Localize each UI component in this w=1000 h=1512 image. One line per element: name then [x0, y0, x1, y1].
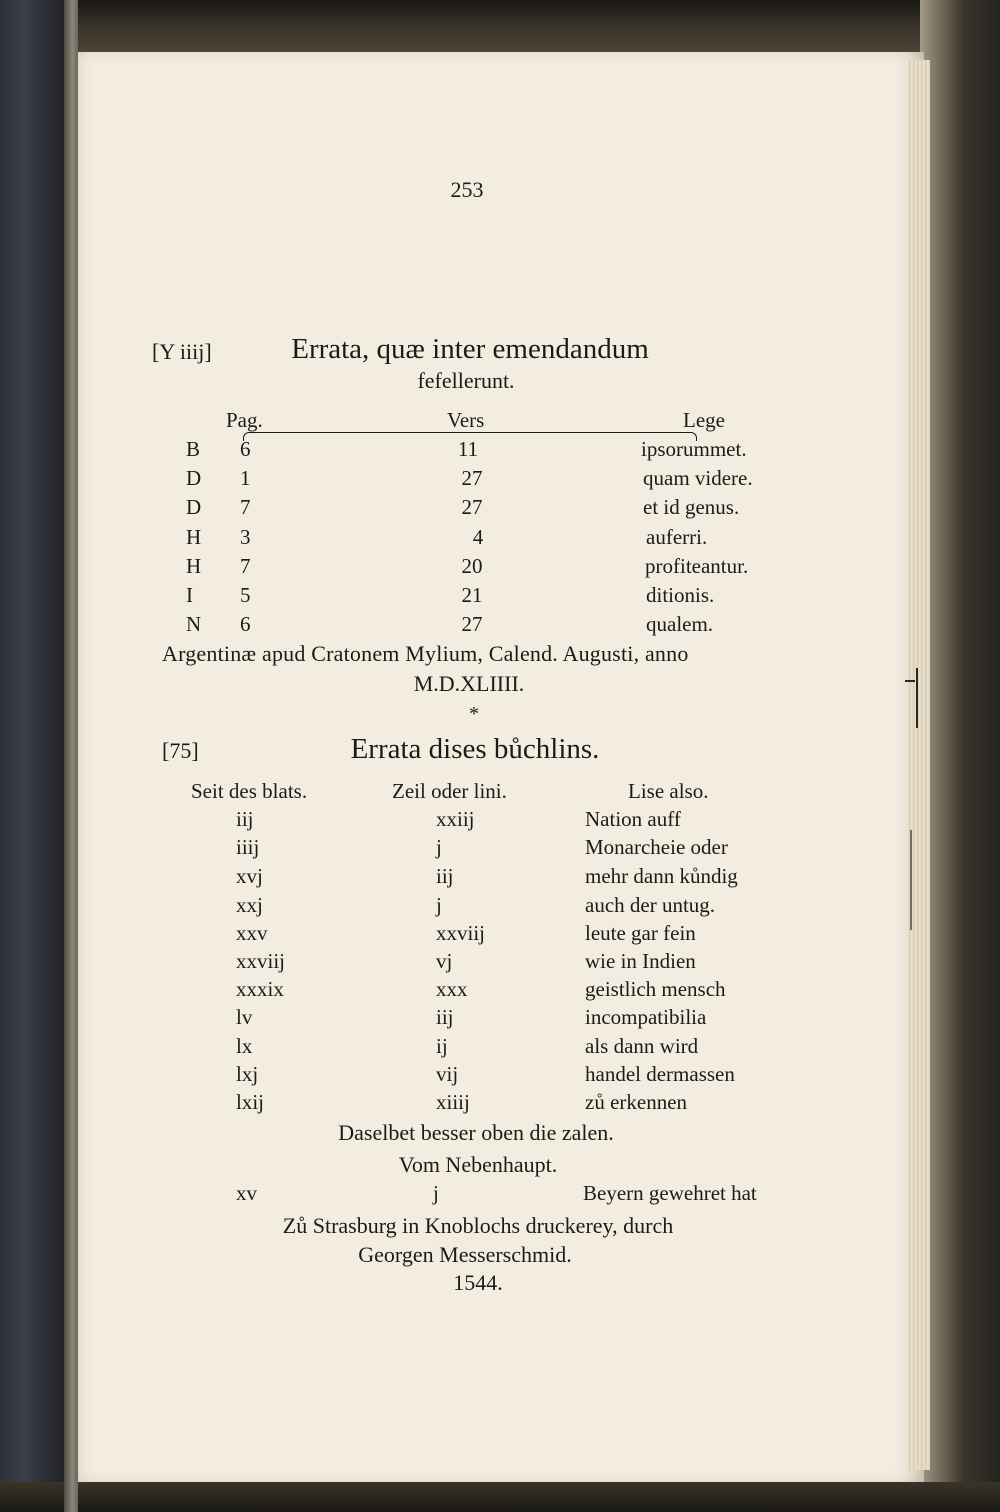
table-row-lise: incompatibilia [585, 1005, 707, 1029]
section-divider-asterisk: * [469, 703, 479, 725]
book-cover-bottom [0, 1482, 1000, 1512]
table-row-sig: D [186, 466, 202, 490]
section1-imprint-line2: M.D.XLIIII. [413, 671, 525, 696]
table-row-pag: 1 [240, 466, 251, 490]
table-row-vers: 21 [461, 583, 483, 607]
table-row-seit: iij [236, 807, 254, 831]
page-edges [908, 60, 930, 1470]
table-row-zeil: xiiij [436, 1090, 470, 1114]
table-row-lege: qualem. [646, 612, 714, 636]
book-cover-top [0, 0, 1000, 60]
section2-header-seit: Seit des blats. [191, 779, 308, 803]
colophon-year: 1544. [453, 1270, 503, 1295]
table-row-zeil: j [436, 893, 442, 917]
table-row-lege: et id genus. [643, 495, 740, 519]
extra-row-seit: xv [236, 1181, 257, 1205]
extra-row-zeil: j [433, 1181, 439, 1205]
table-row-vers: 4 [472, 525, 484, 549]
table-row-zeil: iij [436, 1005, 454, 1029]
book-spine-edge [64, 0, 78, 1512]
table-row-vers: 11 [457, 437, 479, 461]
table-row-lise: zů erkennen [585, 1090, 688, 1114]
table-row-zeil: xxx [436, 977, 468, 1001]
page-number: 253 [450, 177, 484, 202]
table-row-zeil: vj [436, 949, 453, 973]
table-row-seit: xxviij [236, 949, 286, 973]
table-row-lise: als dann wird [585, 1034, 699, 1058]
table-row-seit: lxij [236, 1090, 265, 1114]
table-row-seit: lxj [236, 1062, 259, 1086]
section2-note: Daselbet besser oben die zalen. [338, 1120, 614, 1145]
table-row-vers: 27 [461, 612, 483, 636]
table-row-zeil: vij [436, 1062, 459, 1086]
table-row-lise: handel dermassen [585, 1062, 735, 1086]
table-row-pag: 7 [240, 554, 251, 578]
table-row-pag: 6 [240, 612, 251, 636]
table-row-lise: mehr dann kůndig [585, 864, 738, 888]
table-row-seit: xxj [236, 893, 263, 917]
colophon-line1: Zů Strasburg in Knoblochs druckerey, durch [282, 1213, 674, 1238]
colophon-line2: Georgen Messerschmid. [358, 1242, 572, 1267]
table-row-sig: D [186, 495, 202, 519]
book-cover-right [920, 0, 1000, 1512]
section2-header-lise: Lise also. [628, 779, 709, 803]
section1-header-pag: Pag. [226, 408, 263, 432]
table-row-sig: I [186, 583, 193, 607]
table-row-lise: geistlich mensch [585, 977, 726, 1001]
table-row-pag: 3 [240, 525, 251, 549]
table-row-lege: ipsorummet. [641, 437, 747, 461]
table-row-zeil: j [436, 835, 442, 859]
section2-title: Errata dises bůchlins. [350, 733, 600, 765]
table-row-pag: 5 [240, 583, 251, 607]
section1-header-vers: Vers [447, 408, 485, 432]
table-row-zeil: ij [436, 1034, 448, 1058]
table-row-seit: xvj [236, 864, 263, 888]
section2-vom: Vom Nebenhaupt. [398, 1152, 558, 1177]
section2-header-zeil: Zeil oder lini. [392, 779, 507, 803]
extra-row-lise: Beyern gewehret hat [583, 1181, 757, 1205]
table-row-zeil: iij [436, 864, 454, 888]
table-row-seit: xxv [236, 921, 268, 945]
table-row-lege: auferri. [646, 525, 708, 549]
table-row-sig: B [186, 437, 201, 461]
table-row-zeil: xxviij [436, 921, 486, 945]
section1-imprint-line1: Argentinæ apud Cratonem Mylium, Calend. Augusti, anno [162, 641, 689, 666]
section1-title-line2: fefellerunt. [417, 368, 515, 393]
table-row-sig: H [186, 525, 202, 549]
margin-mark [916, 668, 918, 728]
table-row-vers: 20 [461, 554, 483, 578]
table-row-seit: lx [236, 1034, 253, 1058]
table-row-seit: xxxix [236, 977, 284, 1001]
section1-signature: [Y iiij] [152, 339, 212, 364]
table-row-sig: H [186, 554, 202, 578]
table-row-seit: lv [236, 1005, 253, 1029]
table-row-lise: wie in Indien [585, 949, 696, 973]
table-row-pag: 6 [240, 437, 251, 461]
table-row-lise: auch der untug. [585, 893, 716, 917]
table-row-lise: leute gar fein [585, 921, 696, 945]
section1-header-lege: Lege [683, 408, 725, 432]
table-row-lege: quam videre. [643, 466, 753, 490]
table-row-pag: 7 [240, 495, 251, 519]
table-row-seit: iiij [236, 835, 260, 859]
table-row-vers: 27 [461, 495, 483, 519]
margin-mark [910, 830, 912, 930]
table-row-lege: profiteantur. [645, 554, 749, 578]
section1-title-line1: Errata, quæ inter emendandum [291, 333, 649, 365]
section2-signature: [75] [162, 738, 199, 763]
margin-mark [905, 680, 915, 682]
table-row-lise: Nation auff [585, 807, 681, 831]
table-row-zeil: xxiij [436, 807, 475, 831]
table-row-lise: Monarcheie oder [585, 835, 728, 859]
table-row-lege: ditionis. [646, 583, 715, 607]
table-row-vers: 27 [461, 466, 483, 490]
table-row-sig: N [186, 612, 202, 636]
